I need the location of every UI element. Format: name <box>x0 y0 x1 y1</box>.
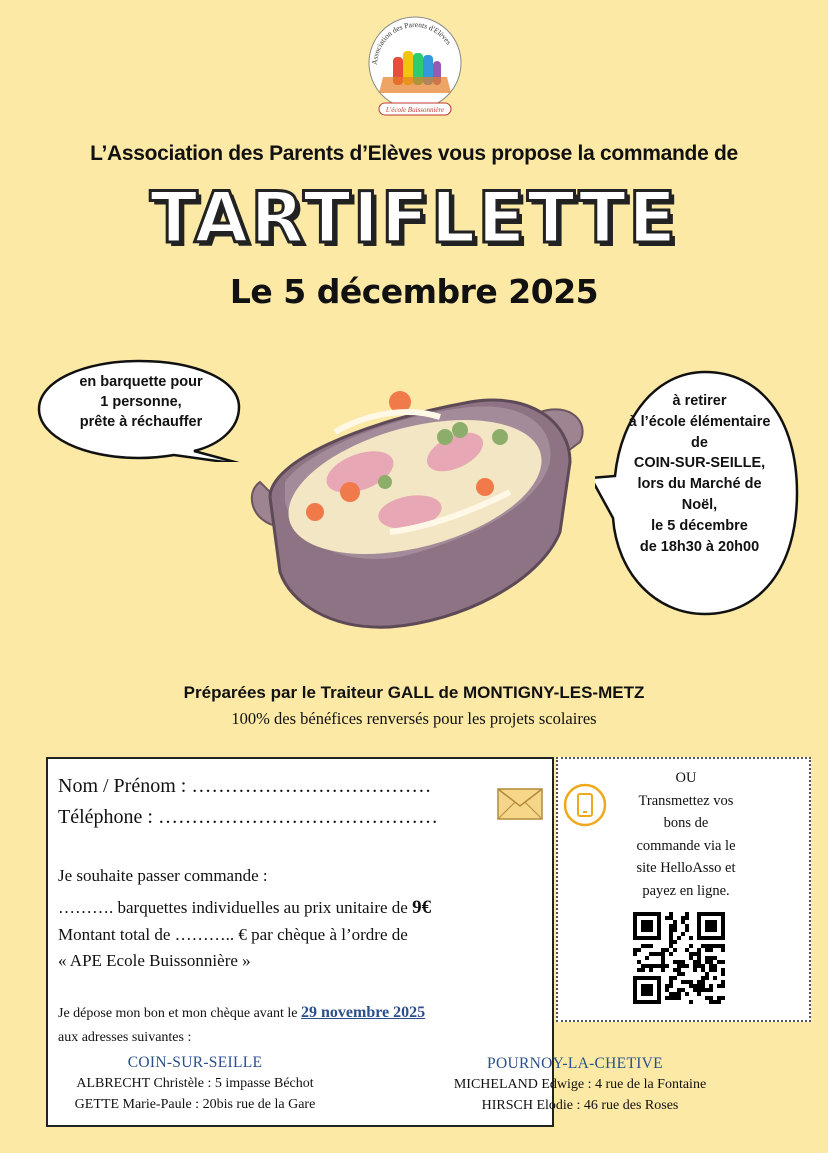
town-1-address: GETTE Marie-Paule : 20bis rue de la Gare <box>74 1097 316 1112</box>
online-line: bons de <box>663 815 709 831</box>
online-line: Transmettez vos <box>638 792 734 809</box>
svg-text:Association des Parents d'Elèv: Association des Parents d'Elèves <box>369 19 454 66</box>
bubble-right-line: Noël, <box>681 496 718 513</box>
order-intro: Je souhaite passer commande : <box>58 866 268 885</box>
name-field-label[interactable]: Nom / Prénom : ……………………………… <box>58 775 432 797</box>
town-1-heading: COIN-SUR-SEILLE <box>127 1054 263 1071</box>
town-2-address: MICHELAND Edwige : 4 rue de la Fontaine <box>453 1077 707 1092</box>
bubble-right-line: à retirer <box>672 393 727 409</box>
deposit-text: Je dépose mon bon et mon chèque avant le <box>58 1006 298 1021</box>
order-quantity-text: ………. barquettes individuelles au prix unitaire de <box>58 898 408 917</box>
online-line: commande via le <box>636 837 736 854</box>
profits-text: 100% des bénéfices renversés pour les projets scolaires <box>231 709 597 728</box>
town-2-heading: POURNOY-LA-CHETIVE <box>487 1055 663 1072</box>
event-date: Le 5 décembre 2025 <box>229 272 599 311</box>
bubble-right-line: de 18h30 à 20h00 <box>639 538 760 555</box>
bubble-left-line: prête à réchauffer <box>79 414 203 430</box>
online-line: payez en ligne. <box>642 882 730 899</box>
bubble-right-line: de <box>691 434 708 451</box>
online-line: site HelloAsso et <box>636 860 736 876</box>
order-line-payee: « APE Ecole Buissonnière » <box>58 951 251 970</box>
online-line: OU <box>675 770 697 786</box>
bubble-right-line: COIN-SUR-SEILLE, <box>633 455 766 472</box>
svg-text:L'école Buissonnière: L'école Buissonnière <box>385 106 445 114</box>
bubble-right-text <box>612 391 787 557</box>
unit-price: 9€ <box>412 897 432 918</box>
bubble-left-line: 1 personne, <box>100 394 182 410</box>
bubble-left-text <box>56 372 226 432</box>
deposit-line <box>58 1004 425 1022</box>
bubble-left-line: en barquette pour <box>79 374 203 390</box>
phone-field-label[interactable]: Téléphone : …………………………………… <box>58 806 438 828</box>
town-1-address: ALBRECHT Christèle : 5 impasse Béchot <box>76 1076 314 1091</box>
envelope-icon <box>497 788 543 820</box>
bubble-right-line: à l’école élémentaire <box>628 413 771 430</box>
addresses-label: aux adresses suivantes : <box>58 1030 192 1045</box>
order-line-quantity <box>58 897 431 919</box>
town-2-address: HIRSCH Elodie : 46 rue des Roses <box>481 1098 679 1113</box>
caterer-text: Préparées par le Traiteur GALL de MONTIGNY-LES-METZ <box>183 683 645 702</box>
online-order-text <box>596 767 776 902</box>
intro-text: L’Association des Parents d’Elèves vous propose la commande de <box>90 142 738 165</box>
bubble-right-line: le 5 décembre <box>651 517 748 534</box>
qr-code[interactable] <box>633 912 725 1004</box>
bubble-right-line: lors du Marché de <box>637 476 762 493</box>
order-line-total: Montant total de ……….. € par chèque à l’ordre de <box>58 925 408 944</box>
deadline-date: 29 novembre 2025 <box>300 1004 426 1021</box>
page-title: TARTIFLETTE <box>149 177 679 259</box>
tartiflette-dish-image <box>240 362 595 647</box>
association-logo <box>365 15 465 125</box>
